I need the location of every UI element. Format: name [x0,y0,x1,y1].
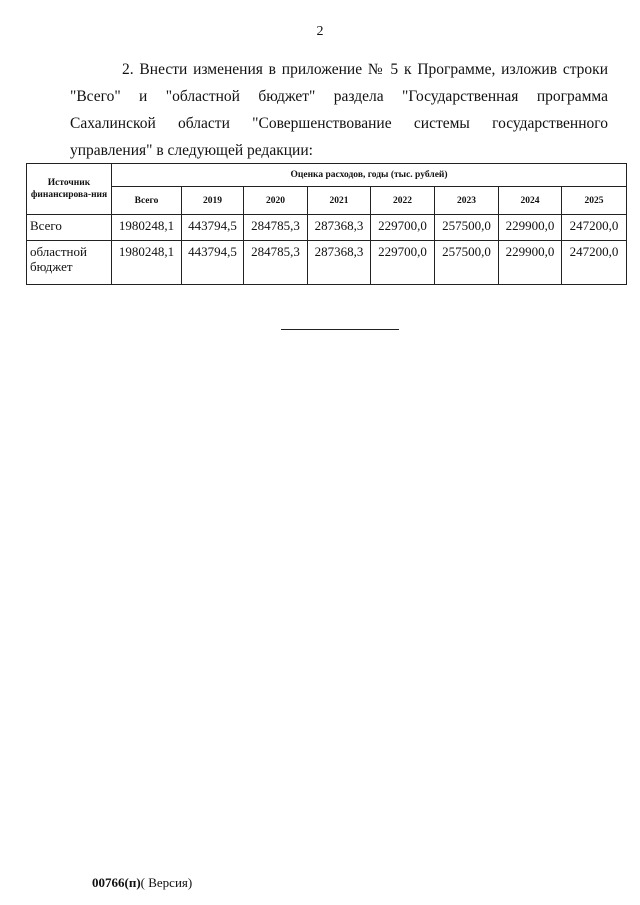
document-number: 00766(п) [92,875,141,890]
cell-2019: 443794,5 [182,241,244,285]
cell-2022: 229700,0 [371,241,435,285]
expense-estimate-header: Оценка расходов, годы (тыс. рублей) [112,164,627,187]
cell-2020: 284785,3 [244,241,308,285]
table-row-total [27,215,627,241]
cell-2021: 287368,3 [308,215,371,241]
cell-2023: 257500,0 [435,215,499,241]
document-code [92,875,192,891]
amendment-paragraph: 2. Внести изменения в приложение № 5 к Программе, изложив строки "Всего" и "областной бюджет" раздела "Государственная программа Сахалинской области "Совершенствование системы государственного управления" в следующей редакции: [70,61,608,159]
document-version: ( Версия) [140,875,193,890]
row-label: областной бюджет [27,241,112,285]
cell-2025: 247200,0 [562,215,627,241]
cell-2022: 229700,0 [371,215,435,241]
cell-2024: 229900,0 [499,241,562,285]
cell-total: 1980248,1 [112,241,182,285]
closing-divider [281,329,399,330]
cell-2023: 257500,0 [435,241,499,285]
column-header-2022: 2022 [371,187,435,215]
column-header-2020: 2020 [244,187,308,215]
source-header: Источник финансирова-ния [27,164,112,215]
cell-2020: 284785,3 [244,215,308,241]
funding-table [26,163,627,285]
row-label: Всего [27,215,112,241]
column-header-2025: 2025 [562,187,627,215]
cell-total: 1980248,1 [112,215,182,241]
column-header-2019: 2019 [182,187,244,215]
cell-2025: 247200,0 [562,241,627,285]
column-header-total: Всего [112,187,182,215]
cell-2024: 229900,0 [499,215,562,241]
cell-2019: 443794,5 [182,215,244,241]
table-row-regional-budget [27,241,627,285]
cell-2021: 287368,3 [308,241,371,285]
column-header-2021: 2021 [308,187,371,215]
page-number: 2 [316,24,324,39]
column-header-2024: 2024 [499,187,562,215]
column-header-2023: 2023 [435,187,499,215]
